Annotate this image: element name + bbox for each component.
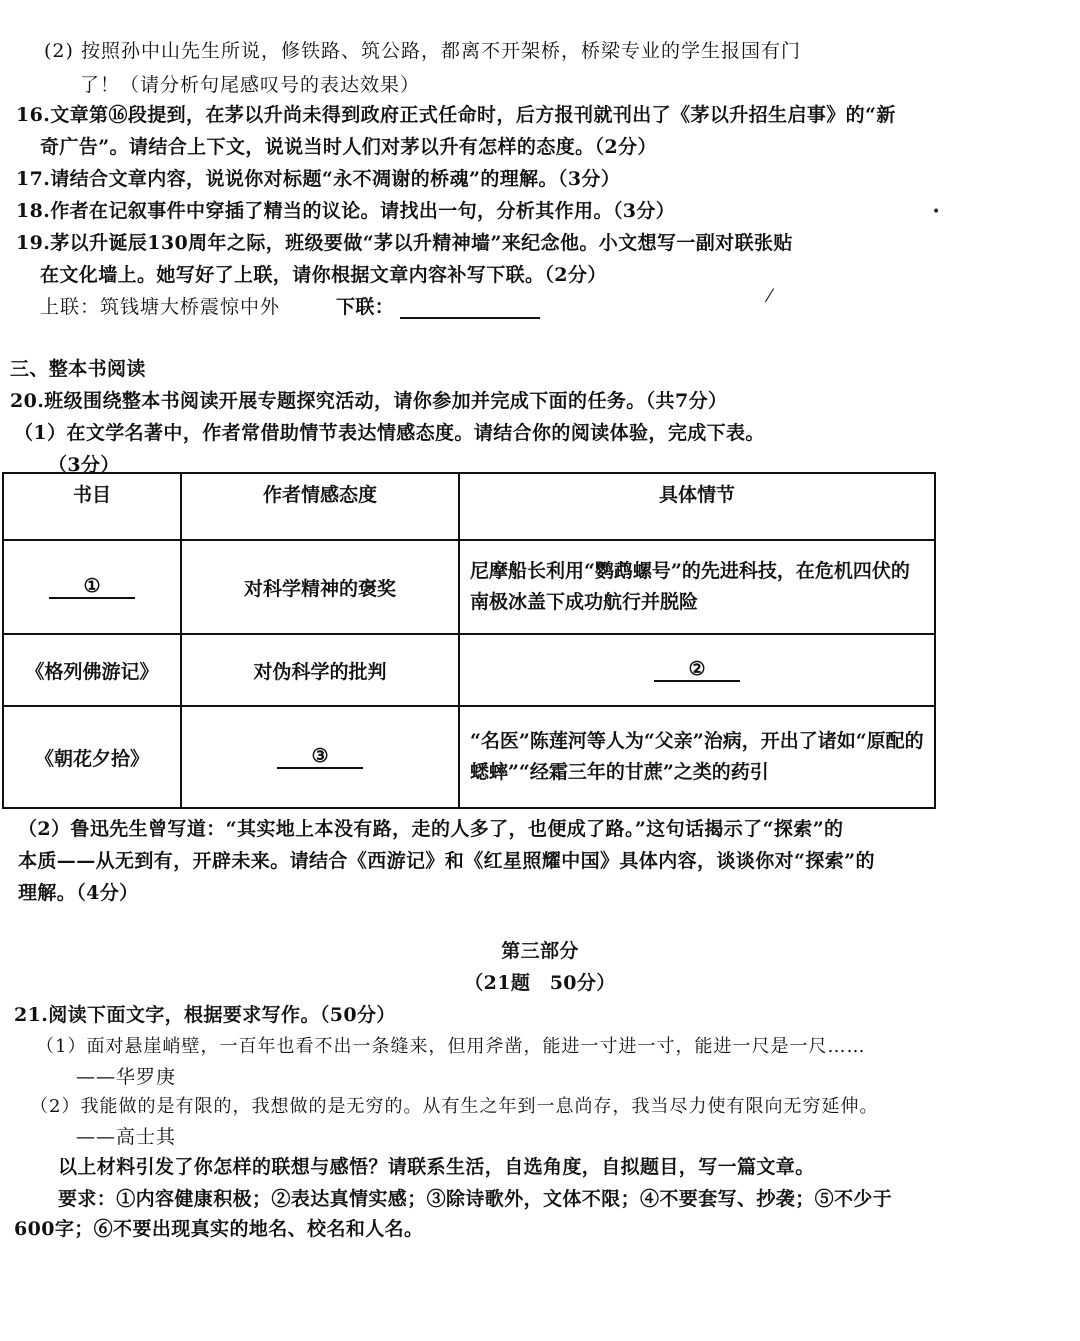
header-plot: 具体情节 xyxy=(459,473,935,540)
q17: 17.请结合文章内容，说说你对标题“永不凋谢的桥魂”的理解。（3分） xyxy=(16,168,621,190)
q15-2-line1: (2) 按照孙中山先生所说，修铁路、筑公路，都离不开架桥，桥梁专业的学生报国有门 xyxy=(44,40,801,62)
material-1-author: ——华罗庚 xyxy=(76,1066,177,1088)
answer-slot-2[interactable]: ② xyxy=(654,658,740,682)
couplet-answer-blank[interactable] xyxy=(400,299,540,319)
material-1: （1）面对悬崖峭壁，一百年也看不出一条缝来，但用斧凿，能进一寸进一寸，能进一尺是一尺…… xyxy=(36,1036,866,1057)
part3-title: 第三部分 xyxy=(501,940,579,962)
cell-attitude-blank[interactable] xyxy=(181,706,459,808)
requirements-line2: 600字；⑥不要出现真实的地名、校名和人名。 xyxy=(14,1218,424,1240)
cell-book-blank[interactable] xyxy=(3,540,181,634)
answer-slot-1[interactable]: ① xyxy=(49,575,135,599)
table-row xyxy=(3,634,935,706)
cell-book: 《朝花夕拾》 xyxy=(3,706,181,808)
q16-line2: 奇广告”。请结合上下文，说说当时人们对茅以升有怎样的态度。（2分） xyxy=(40,136,657,158)
q16-line1: 16.文章第⑯段提到，在茅以升尚未得到政府正式任命时，后方报刊就刊出了《茅以升招生启事》的“新 xyxy=(16,104,896,126)
material-2: （2）我能做的是有限的，我想做的是无穷的。从有生之年到一息尚存，我当尽力使有限向无穷延伸。 xyxy=(30,1096,879,1117)
cell-attitude: 对伪科学的批判 xyxy=(181,634,459,706)
q20-1-line1: （1）在文学名著中，作者常借助情节表达情感态度。请结合你的阅读体验，完成下表。 xyxy=(14,422,765,444)
q21: 21.阅读下面文字，根据要求写作。（50分） xyxy=(14,1004,396,1026)
table-row xyxy=(3,540,935,634)
answer-slot-3[interactable]: ③ xyxy=(277,745,363,769)
table-row xyxy=(3,706,935,808)
couplet-lower-label: 下联： xyxy=(336,296,395,318)
couplet-lower xyxy=(336,292,540,319)
cell-book: 《格列佛游记》 xyxy=(3,634,181,706)
q19-line1: 19.茅以升诞辰130周年之际，班级要做“茅以升精神墙”来纪念他。小文想写一副对联张贴 xyxy=(16,232,793,254)
stray-pen-mark: ⁄ xyxy=(768,286,772,307)
couplet-upper: 上联：筑钱塘大桥震惊中外 xyxy=(40,296,281,318)
writing-prompt: 以上材料引发了你怎样的联想与感悟？请联系生活，自选角度，自拟题目，写一篇文章。 xyxy=(58,1156,815,1178)
q20-1-line2: （3分） xyxy=(48,454,120,476)
cell-attitude: 对科学精神的褒奖 xyxy=(181,540,459,634)
q18: 18.作者在记叙事件中穿插了精当的议论。请找出一句，分析其作用。（3分） xyxy=(16,200,676,222)
q20-2-line1: （2）鲁迅先生曾写道：“其实地上本没有路，走的人多了，也便成了路。”这句话揭示了“探索”的 xyxy=(18,818,844,840)
cell-plot-blank[interactable] xyxy=(459,634,935,706)
table-header-row xyxy=(3,473,935,540)
cell-plot: 尼摩船长利用“鹦鹉螺号”的先进科技，在危机四伏的南极冰盖下成功航行并脱险 xyxy=(459,540,935,634)
header-attitude: 作者情感态度 xyxy=(181,473,459,540)
header-book: 书目 xyxy=(3,473,181,540)
part3-subtitle: （21题 50分） xyxy=(464,972,616,994)
q15-2-line2: 了！（请分析句尾感叹号的表达效果） xyxy=(80,74,421,96)
cell-plot: “名医”陈莲河等人为“父亲”治病，开出了诸如“原配的蟋蟀”“经霜三年的甘蔗”之类的药引 xyxy=(459,706,935,808)
q19-line2: 在文化墙上。她写好了上联，请你根据文章内容补写下联。（2分） xyxy=(40,264,607,286)
q20-2-line3: 理解。（4分） xyxy=(18,882,139,904)
q20: 20.班级围绕整本书阅读开展专题探究活动，请你参加并完成下面的任务。（共7分） xyxy=(10,390,728,412)
section3-heading: 三、整本书阅读 xyxy=(10,358,146,380)
reading-table xyxy=(2,472,936,809)
q20-2-line2: 本质——从无到有，开辟未来。请结合《西游记》和《红星照耀中国》具体内容，谈谈你对“探索”的 xyxy=(18,850,875,872)
stray-dot-mark: • xyxy=(932,204,941,220)
material-2-author: ——高士其 xyxy=(76,1126,177,1148)
requirements-line1: 要求：①内容健康积极；②表达真情实感；③除诗歌外，文体不限；④不要套写、抄袭；⑤不少于 xyxy=(58,1188,893,1210)
